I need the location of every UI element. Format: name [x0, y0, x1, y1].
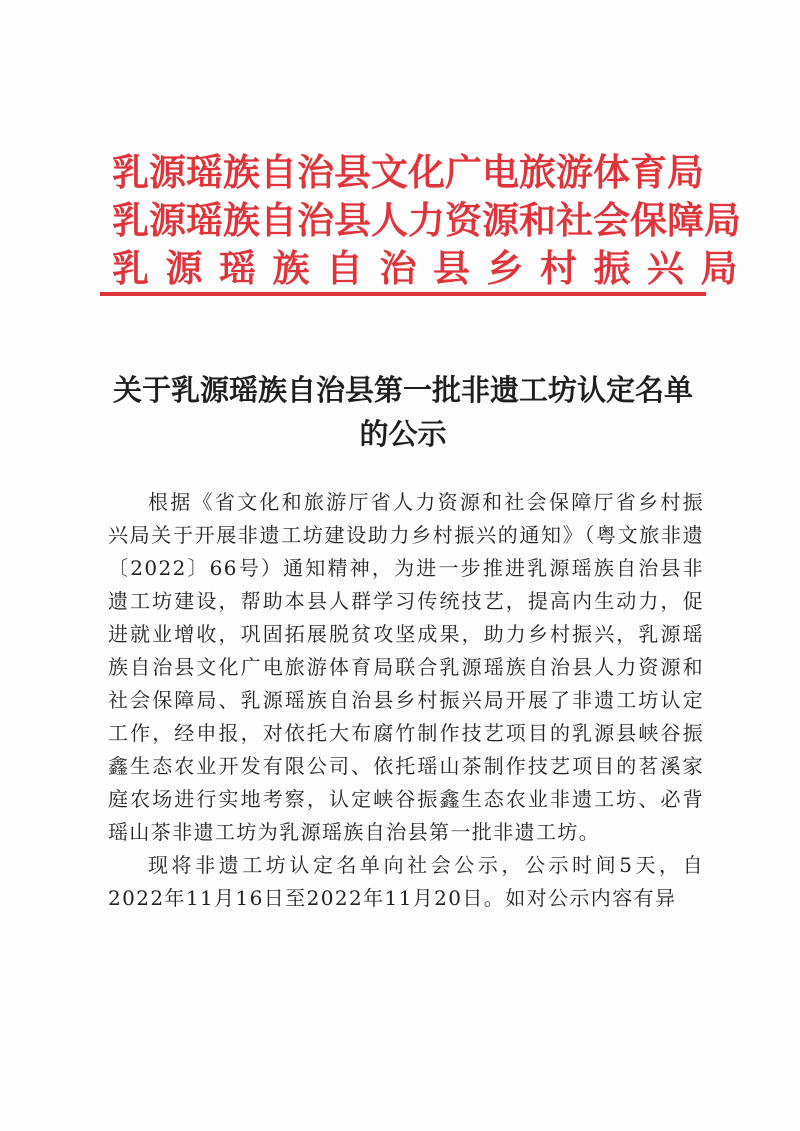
header-line-2-text: 乳源瑶族自治县人力资源和社会保障局 — [112, 198, 741, 242]
document-body — [108, 486, 704, 915]
header-line-3-text: 乳源瑶族自治县乡村振兴局 — [112, 246, 754, 290]
red-header-rule — [100, 292, 706, 296]
document-title: 关于乳源瑶族自治县第一批非遗工坊认定名单的公示 — [112, 373, 693, 451]
header-line-1-text: 乳源瑶族自治县文化广电旅游体育局 — [112, 150, 704, 194]
paragraph-2: 现将非遗工坊认定名单向社会公示，公示时间5天，自2022年11月16日至2022年11月20日。如对公示内容有异 — [108, 853, 704, 910]
header-line-rural-bureau — [112, 244, 754, 292]
header-line-culture-bureau — [112, 148, 712, 196]
issuing-authorities-header — [112, 148, 754, 292]
paragraph-1: 根据《省文化和旅游厅省人力资源和社会保障厅省乡村振兴局关于开展非遗工坊建设助力乡村振兴的通知》（粤文旅非遗〔2022〕66号）通知精神，为进一步推进乳源瑶族自治县非遗工坊建设，帮助本县人群学习传统技艺，提高内生动力，促进就业增收，巩固拓展脱贫攻坚成果，助力乡村振兴，乳源瑶族自治县文化广电旅游体育局联合乳源瑶族自治县人力资源和社会保障局、乳源瑶族自治县乡村振兴局开展了非遗工坊认定工作，经申报，对依托大布腐竹制作技艺项目的乳源县峡谷振鑫生态农业开发有限公司、依托瑶山茶制作技艺项目的茗溪家庭农场进行实地考察，认定峡谷振鑫生态农业非遗工坊、必背瑶山茶非遗工坊为乳源瑶族自治县第一批非遗工坊。 — [108, 490, 704, 844]
header-line-hr-bureau — [112, 196, 741, 244]
